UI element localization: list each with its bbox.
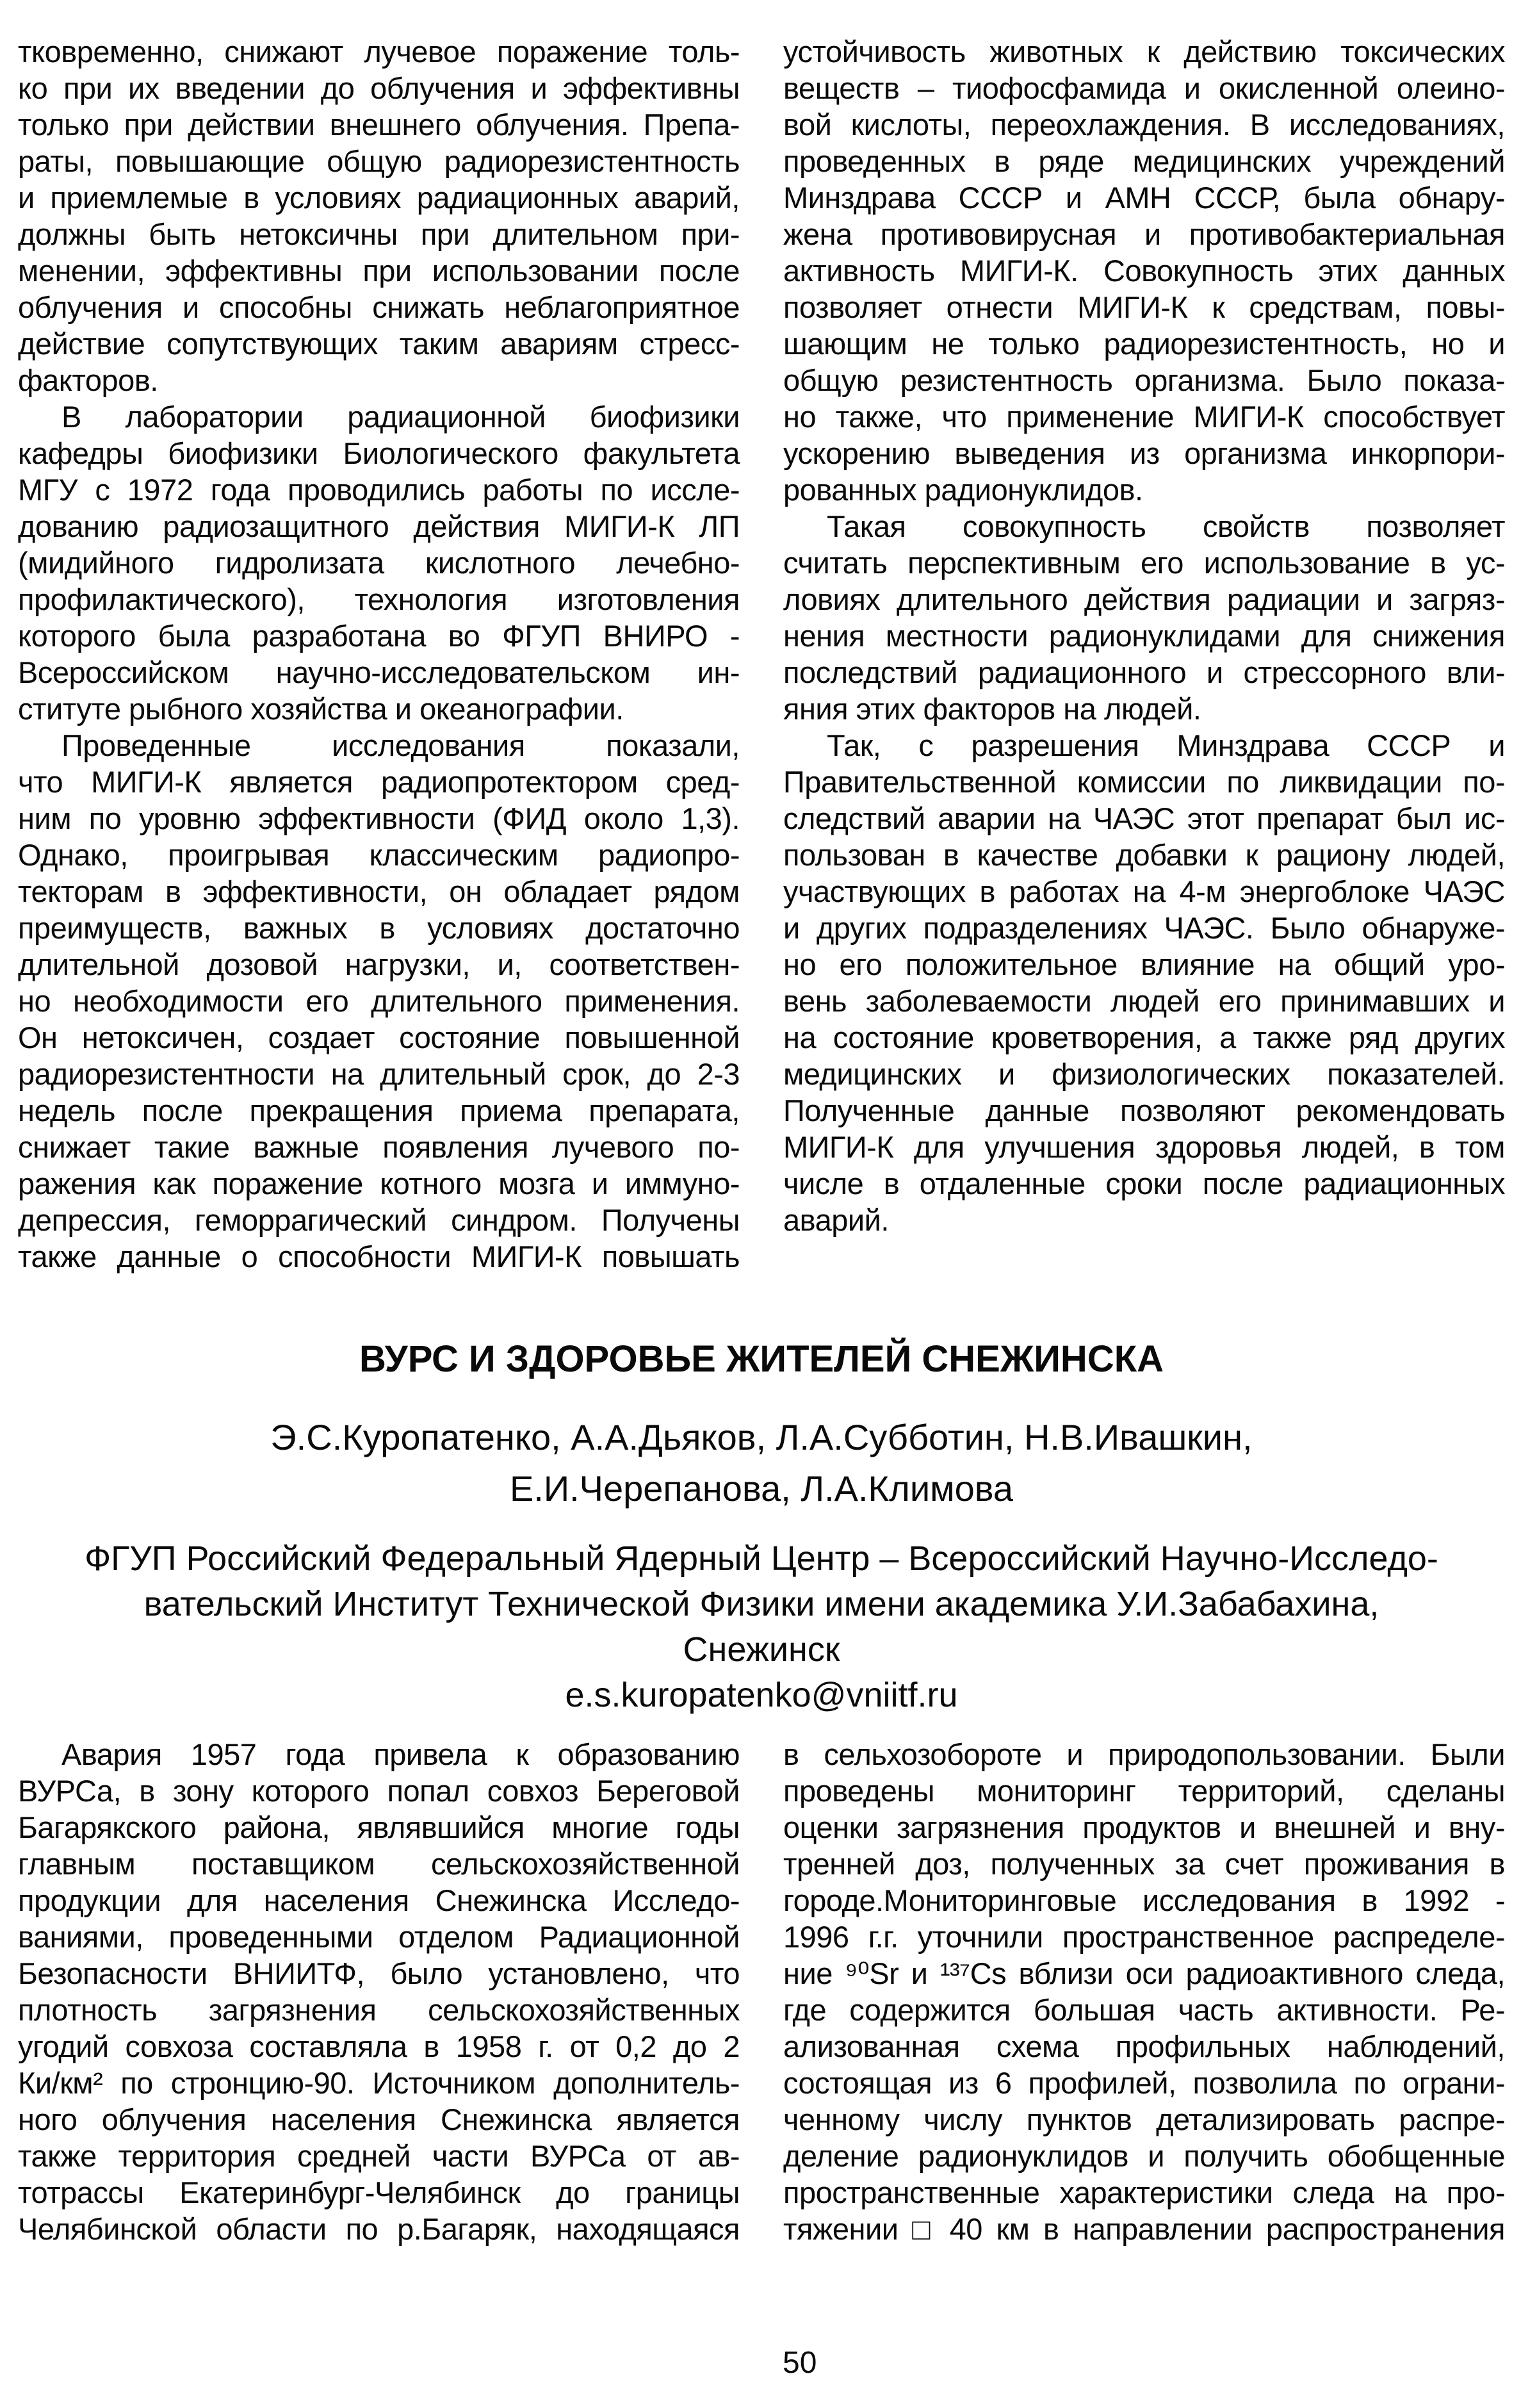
text-line: вень заболеваемости людей его принимавших и [783, 984, 1505, 1018]
text-line: позволяет отнести МИГИ-К к средствам, повы- [783, 290, 1505, 324]
article-title: ВУРС И ЗДОРОВЬЕ ЖИТЕЛЕЙ СНЕЖИНСКА [359, 1338, 1164, 1380]
text-line: Проведенные исследования показали, [61, 728, 740, 762]
text-line: тяжении □ 40 км в направлении распространения [783, 2212, 1505, 2246]
text-line: депрессия, геморрагический синдром. Получены [18, 1203, 740, 1237]
text-line: Минздрава СССР и АМН СССР, была обнару- [783, 181, 1505, 215]
text-line: Челябинской области по р.Багаряк, находящаяся [18, 2212, 740, 2246]
text-line: ваниями, проведенными отделом Радиационной [18, 1920, 740, 1954]
text-line: Он нетоксичен, создает состояние повышенной [18, 1020, 740, 1054]
text-line: деление радионуклидов и получить обобщенные [783, 2139, 1505, 2173]
text-line: ституте рыбного хозяйства и океанографии. [18, 692, 624, 726]
text-line: ВУРСа, в зону которого попал совхоз Береговой [18, 1774, 740, 1808]
previous-article-continuation [18, 33, 1505, 1275]
text-line: веществ – тиофосфамида и окисленной олеино- [783, 71, 1505, 105]
text-line: общую резистентность организма. Было показа- [783, 363, 1505, 397]
text-line: ченному числу пунктов детализировать распре- [783, 2102, 1505, 2136]
text-line: только при действии внешнего облучения. Препа- [18, 108, 740, 142]
text-line: действие сопутствующих таким авариям стресс- [18, 327, 740, 361]
text-line: активность МИГИ-К. Совокупность этих данных [783, 254, 1505, 288]
text-line: угодий совхоза составляла в 1958 г. от 0,2 до 2 [18, 2029, 740, 2063]
text-line: Полученные данные позволяют рекомендовать [783, 1093, 1505, 1127]
text-line: оценки загрязнения продуктов и внешней и вну- [783, 1810, 1505, 1844]
text-line: ускорению выведения из организма инкорпори- [783, 436, 1505, 470]
bottom-right-column [783, 1736, 1505, 2247]
text-line: факторов. [18, 363, 158, 397]
affiliation-line: ФГУП Российский Федеральный Ядерный Центр – Всероссийский Научно-Исследо- [85, 1539, 1438, 1578]
text-line: считать перспективным его использование в ус- [783, 546, 1505, 580]
text-line: менении, эффективны при использовании после [18, 254, 740, 288]
text-line: ализованная схема профильных наблюдений, [783, 2029, 1505, 2063]
text-line: рованных радионуклидов. [783, 473, 1143, 507]
text-line: В лаборатории радиационной биофизики [61, 400, 740, 434]
article-affiliation [18, 1536, 1505, 1718]
top-left-column [18, 33, 740, 1275]
text-line: устойчивость животных к действию токсических [783, 35, 1505, 69]
text-line: Багарякского района, являвшийся многие годы [18, 1810, 740, 1844]
text-line: МИГИ-К для улучшения здоровья людей, в том [783, 1130, 1505, 1164]
text-line: главным поставщиком сельскохозяйственной [18, 1847, 740, 1881]
text-line: дованию радиозащитного действия МИГИ-К ЛП [18, 509, 740, 543]
text-line: ним по уровню эффективности (ФИД около 1,3). [18, 801, 740, 835]
text-line: жена противовирусная и противобактериальная [783, 217, 1505, 251]
text-line: снижает такие важные появления лучевого по- [18, 1130, 740, 1164]
text-line: но его положительное влияние на общий уро- [783, 947, 1505, 981]
article-body [18, 1736, 1505, 2247]
text-line: медицинских и физиологических показателей. [783, 1057, 1505, 1091]
text-line: ного облучения населения Снежинска является [18, 2102, 740, 2136]
text-line: облучения и способны снижать неблагоприятное [18, 290, 740, 324]
text-line: числе в отдаленные сроки после радиационных [783, 1167, 1505, 1200]
text-line: что МИГИ-К является радиопротектором сред- [18, 765, 740, 799]
text-line: Авария 1957 года привела к образованию [61, 1737, 740, 1771]
text-line: тотрассы Екатеринбург-Челябинск до границы [18, 2175, 740, 2209]
text-line: где содержится большая часть активности. Ре- [783, 1993, 1505, 2027]
text-line: Такая совокупность свойств позволяет [827, 509, 1505, 543]
text-line: тренней доз, полученных за счет проживания в [783, 1847, 1505, 1881]
text-line: Правительственной комиссии по ликвидации по- [783, 765, 1505, 799]
text-line: состоящая из 6 профилей, позволила по ограни- [783, 2066, 1505, 2100]
text-line: радиорезистентности на длительный срок, до 2-3 [18, 1057, 740, 1091]
text-line: ловиях длительного действия радиации и загряз- [783, 582, 1505, 616]
text-line: продукции для населения Снежинска Исследо- [18, 1883, 740, 1917]
text-line: вой кислоты, переохлаждения. В исследованиях, [783, 108, 1505, 142]
authors-line: Э.С.Куропатенко, А.А.Дьяков, Л.А.Субботин, Н.В.Ивашкин, [270, 1417, 1253, 1457]
text-line: недель после прекращения приема препарата, [18, 1093, 740, 1127]
author-email: e.s.kuropatenko@vniitf.ru [565, 1676, 958, 1714]
article-header [18, 1339, 1505, 1718]
affiliation-city: Снежинск [683, 1630, 840, 1669]
text-line: (мидийного гидролизата кислотного лечебно- [18, 546, 740, 580]
text-line: преимуществ, важных в условиях достаточно [18, 911, 740, 945]
text-line: Всероссийском научно-исследовательском ин- [18, 655, 740, 689]
text-line: кафедры биофизики Биологического факультета [18, 436, 740, 470]
top-right-column [783, 33, 1505, 1275]
text-line: Так, с разрешения Минздрава СССР и [827, 728, 1505, 762]
text-line: и других подразделениях ЧАЭС. Было обнаруже- [783, 911, 1505, 945]
text-line: ко при их введении до облучения и эффективны [18, 71, 740, 105]
text-line: профилактического), технология изготовления [18, 582, 740, 616]
affiliation-line: вательский Институт Технической Физики имени академика У.И.Забабахина, [143, 1585, 1379, 1623]
text-line: но также, что применение МИГИ-К способствует [783, 400, 1505, 434]
authors-line: Е.И.Черепанова, Л.А.Климова [509, 1468, 1014, 1509]
text-line: на состояние кроветворения, а также ряд других [783, 1020, 1505, 1054]
text-line: участвующих в работах на 4-м энергоблоке ЧАЭС [783, 874, 1505, 908]
text-line: должны быть нетоксичны при длительном при- [18, 217, 740, 251]
text-line: городе.Мониторинговые исследования в 1992 - [783, 1883, 1505, 1917]
text-line: текторам в эффективности, он обладает рядом [18, 874, 740, 908]
text-line: пространственные характеристики следа на про- [783, 2175, 1505, 2209]
text-line: длительной дозовой нагрузки, и, соответствен- [18, 947, 740, 981]
text-line: ражения как поражение котного мозга и иммуно- [18, 1167, 740, 1200]
text-line: шающим не только радиорезистентность, но и [783, 327, 1505, 361]
text-line: последствий радиационного и стрессорного вли- [783, 655, 1505, 689]
article-authors [18, 1412, 1505, 1514]
text-line: пользован в качестве добавки к рациону людей, [783, 838, 1505, 872]
text-line: но необходимости его длительного применения. [18, 984, 740, 1018]
bottom-left-column [18, 1736, 740, 2247]
text-line: также данные о способности МИГИ-К повышать [18, 1240, 740, 1274]
text-line: яния этих факторов на людей. [783, 692, 1201, 726]
text-line: которого была разработана во ФГУП ВНИРО - [18, 619, 740, 653]
text-line: раты, повышающие общую радиорезистентность [18, 144, 740, 178]
text-line: тковременно, снижают лучевое поражение толь- [18, 35, 740, 69]
text-line: в сельхозобороте и природопользовании. Были [783, 1737, 1505, 1771]
text-line: Безопасности ВНИИТФ, было установлено, что [18, 1956, 740, 1990]
text-line: следствий аварии на ЧАЭС этот препарат был ис- [783, 801, 1505, 835]
text-line: аварий. [783, 1203, 889, 1237]
text-line: также территория средней части ВУРСа от ав- [18, 2139, 740, 2173]
text-line: плотность загрязнения сельскохозяйственных [18, 1993, 740, 2027]
text-line: Ки/км² по стронцию-90. Источником дополнитель- [18, 2066, 740, 2100]
text-line: МГУ с 1972 года проводились работы по иссле- [18, 473, 740, 507]
page-number: 50 [783, 2346, 817, 2380]
text-line: нения местности радионуклидами для снижения [783, 619, 1505, 653]
text-line: проведенных в ряде медицинских учреждений [783, 144, 1505, 178]
text-line: и приемлемые в условиях радиационных аварий, [18, 181, 740, 215]
text-line: ние ⁹⁰Sr и ¹³⁷Cs вблизи оси радиоактивного следа, [783, 1956, 1505, 1990]
text-line: Однако, проигрывая классическим радиопро- [18, 838, 740, 872]
text-line: проведены мониторинг территорий, сделаны [783, 1774, 1505, 1808]
text-line: 1996 г.г. уточнили пространственное распределе- [783, 1920, 1505, 1954]
